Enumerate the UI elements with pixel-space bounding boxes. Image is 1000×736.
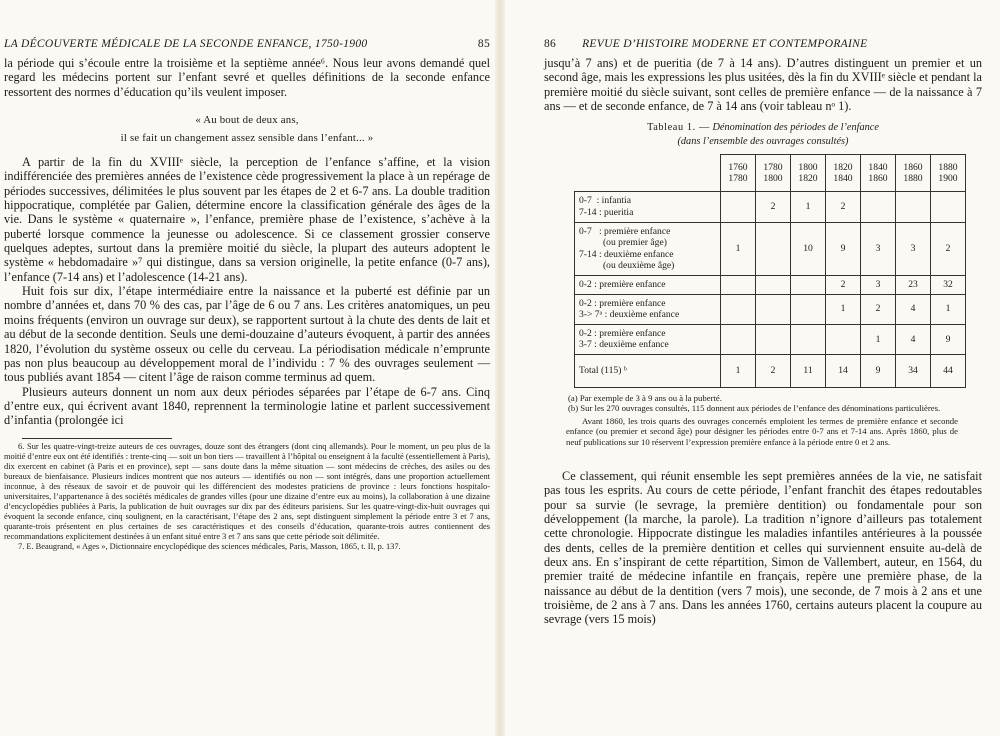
footnotes — [4, 438, 490, 553]
intro-paragraph: la période qui s’écoule entre la troisième et la septième année⁶. Nous leur avons demandé quel regard les médecins portent sur l’enfant sevré et quelles définitions de la seconde enfance ressortent des normes d’éducation qu’ils veulent imposer. — [4, 56, 490, 99]
table-caption — [544, 121, 982, 149]
table-cell: 1 — [721, 354, 756, 387]
table-cell: 1 — [931, 294, 966, 324]
table-cell: 44 — [931, 354, 966, 387]
table-cell: 3 — [896, 222, 931, 275]
footnote-rule — [22, 438, 172, 439]
table-row-label: Total (115) ᵇ — [575, 354, 721, 387]
table-caption-title: Dénomination des périodes de l’enfance — [712, 122, 879, 134]
table-cell: 23 — [896, 275, 931, 294]
bottom-paragraph: Ce classement, qui réunit ensemble les sept premières années de la vie, ne satisfait pas tous les esprits. Au cours de cette période, l’enfant franchit des étapes redoutables pour sa survie (le sevrage, la première dentition) ou fondamentale pour son développement (la marche, la parole). La tradition n’ignore d’ailleurs pas totalement cette chronologie. Hippocrate distingue les maladies infantiles antérieures à la poussée des dents, celles de la première dentition et celles qui surviennent ensuite au-delà de deux ans. En s’inspirant de cette répartition, Simon de Vallembert, auteur, en 1564, du premier traité de médecine infantile en français, repère une première phase, de la naissance au début de la dentition (vers 7 mois), une seconde, de 7 mois à 2 ans et une troisième, de 2 ans à 7 ans. Dans les années 1760, certains auteurs placent la coupure au sevrage (vers 15 mois) — [544, 468, 982, 627]
table-total-row — [575, 354, 966, 387]
table-note-a: (a) Par exemple de 3 à 9 ans ou à la puberté. — [568, 392, 722, 403]
right-running-title: REVUE D’HISTOIRE MODERNE ET CONTEMPORAINE — [582, 38, 868, 50]
table-cell: 2 — [826, 275, 861, 294]
table-cell — [721, 275, 756, 294]
table-column-header: 1860 1880 — [896, 155, 931, 192]
right-page-number: 86 — [544, 38, 557, 50]
table-cell: 10 — [791, 222, 826, 275]
table-row-label: 0-2 : première enfance 3-> 7ᵃ : deuxième enfance — [575, 294, 721, 324]
table-cell: 34 — [896, 354, 931, 387]
table-cell — [896, 192, 931, 222]
table-cell — [826, 324, 861, 354]
table-column-header: 1780 1800 — [756, 155, 791, 192]
footnote-6: 6. Sur les quatre-vingt-treize auteurs de ces ouvrages, douze sont des étrangers (dont cinq allemands). Pour le moment, un peu plus de la moitié d’entre eux ont été identifiés : trente-cinq — soit un bon tiers — travaillent à l’hôpital ou enseignent à la faculté (essentiellement à Paris), dix exercent en cabinet (à Paris et en province), sept — sans doute dans la même situation — sont médecins de crèches, des asiles ou des bureaux de bienfaisance. Plusieurs indices montrent que nos auteurs — identifiés ou non — sont intégrés, dans une proportion actuellement inconnue, à des réseaux de savoir et de pouvoir qui les différencient des modestes praticiens de province : leurs fonctions hospitalo-universitaires, l’appartenance à des sociétés médicales de grandes villes (pour une dizaine d’entre eux au moins), la collaboration à une dizaine d’encyclopédies publiées à Paris, la publication de huit ouvrages sur dix par des éditeurs parisiens. Sur les quatre-vingt-dix-huit ouvrages qui évoquent la seconde enfance, cinq soulignent, en la caractérisant, l’étape des 2 ans, sept distinguent simplement la période entre 3 et 7 ans, quarante-trois présentent en plus certaines de ses caractéristiques et des conseils d’éducation, quarante-trois autres contiennent des recommandations explicitement destinées à un enfant situé entre 3 et 7 ans sans que cette période soit délimitée. — [4, 441, 490, 541]
table-cell: 2 — [756, 192, 791, 222]
table-cell — [791, 275, 826, 294]
table-row — [575, 275, 966, 294]
footnote-7: 7. E. Beaugrand, « Ages », Dictionnaire encyclopédique des sciences médicales, Paris, Masson, 1865, t. II, p. 137. — [18, 542, 401, 552]
table-note-b: (b) Sur les 270 ouvrages consultés, 115 donnent aux périodes de l’enfance des dénominations particulières. — [568, 403, 941, 414]
table-row — [575, 294, 966, 324]
table-cell — [791, 324, 826, 354]
table-cell — [721, 294, 756, 324]
table-cell: 2 — [931, 222, 966, 275]
table-cell — [721, 192, 756, 222]
table-cell: 2 — [756, 354, 791, 387]
right-page — [500, 0, 1000, 736]
table-row — [575, 222, 966, 275]
table-row-label: 0-7 : première enfance (ou premier âge) 7-14 : deuxième enfance (ou deuxième âge) — [575, 222, 721, 275]
table-cell — [756, 222, 791, 275]
paragraph-1: A partir de la fin du XVIIIᵉ siècle, la perception de l’enfance s’affine, et la vision indifférenciée des premières années de l’existence cède progressivement la place à un repérage de périodes successives, délimitées le plus souvent par les étapes de 2 et 6-7 ans. La double tradition hippocratique, complétée par Galien, détermine encore la classification générale des âges de la vie. Dans le système « quaternaire », l’enfance, première phase de l’existence, s’achève à la puberté lorsque commence la jeunesse ou adolescence. Si ce classement grossier conserve quelques adeptes, surtout dans la première moitié du siècle, la plupart des auteurs adoptent le système « hebdomadaire »⁷ qui distingue, dans sa version originelle, la petite enfance (0-7 ans), l’enfance (7-14 ans) et l’adolescence (14-21 ans). — [4, 155, 490, 284]
table-row-label: 0-7 : infantia 7-14 : pueritia — [575, 192, 721, 222]
table-cell: 1 — [721, 222, 756, 275]
table-header-row — [575, 155, 966, 192]
table-column-header: 1760 1780 — [721, 155, 756, 192]
table-cell — [756, 275, 791, 294]
table-cell: 9 — [931, 324, 966, 354]
epigraph — [4, 111, 490, 147]
table-cell: 11 — [791, 354, 826, 387]
table-cell — [756, 294, 791, 324]
table-cell: 9 — [861, 354, 896, 387]
table-corner-cell — [575, 155, 721, 192]
table-cell — [791, 294, 826, 324]
epigraph-line-2: il se fait un changement assez sensible dans l’enfant... » — [120, 132, 374, 145]
table-cell: 3 — [861, 222, 896, 275]
table-notes — [566, 393, 958, 447]
paragraph-2: Huit fois sur dix, l’étape intermédiaire entre la naissance et la puberté est définie par un nombre d’années et, dans 70 % des cas, par l’âge de 6 ou 7 ans. Les critères anatomiques, un peu moins fréquents (environ un ouvrage sur deux), se rapportent surtout à la chute des dents de lait et au début de la seconde dentition. Seuls une demi-douzaine d’auteurs évoquent, à partir des années 1820, l’évolution du système osseux ou celle du cerveau. La périodisation médicale n’emprunte pas non plus beaucoup au développement moral de l’individu : 7 % des ouvrages seulement — tous publiés avant 1854 — citent l’âge de raison comme terminus ad quem. — [4, 284, 490, 385]
left-page-number: 85 — [477, 38, 490, 50]
table-cell: 32 — [931, 275, 966, 294]
paragraph-3: Plusieurs auteurs donnent un nom aux deux périodes séparées par l’étape de 6-7 ans. Cinq d’entre eux, qui écrivent avant 1840, reprennent la terminologie latine et parlent successivement d’infantia (prolongée ici — [4, 384, 490, 428]
table-cell: 4 — [896, 294, 931, 324]
table-cell: 2 — [861, 294, 896, 324]
table-cell: 14 — [826, 354, 861, 387]
table-row-label: 0-2 : première enfance 3-7 : deuxième enfance — [575, 324, 721, 354]
table-column-header: 1800 1820 — [791, 155, 826, 192]
top-paragraph: jusqu’à 7 ans) et de pueritia (de 7 à 14 ans). D’autres distinguent un premier et un second âge, mais les expressions les plus usitées, dès la fin du XVIIIᵉ siècle et pendant la première moitié du siècle suivant, sont celles de première enfance — de la naissance à 7 ans — et de seconde enfance, de 7 à 14 ans (voir tableau nᵒ 1). — [544, 56, 982, 114]
table-caption-label: Tableau 1. — — [647, 122, 710, 134]
table-cell — [931, 192, 966, 222]
table-row-label: 0-2 : première enfance — [575, 275, 721, 294]
periods-table — [574, 154, 966, 388]
table-row — [575, 192, 966, 222]
table-cell — [756, 324, 791, 354]
table-column-header: 1840 1860 — [861, 155, 896, 192]
table-cell: 1 — [791, 192, 826, 222]
table-cell — [721, 324, 756, 354]
right-running-header — [544, 38, 982, 50]
left-running-header — [4, 38, 490, 50]
table-note-after: Avant 1860, les trois quarts des ouvrages concernés emploient les termes de première enfance et seconde enfance (ou premier et second âge) pour désigner les périodes entre 0-7 ans et 7-14 ans. Après 1860, plus de neuf publications sur 10 réservent l’expression première enfance à la période entre 0 et 2 ans. — [566, 415, 958, 447]
table-cell: 1 — [861, 324, 896, 354]
table-cell: 2 — [826, 192, 861, 222]
table-column-header: 1880 1900 — [931, 155, 966, 192]
epigraph-line-1: « Au bout de deux ans, — [195, 114, 299, 127]
table-cell: 4 — [896, 324, 931, 354]
table-cell — [861, 192, 896, 222]
table-cell: 9 — [826, 222, 861, 275]
table-cell: 3 — [861, 275, 896, 294]
table-caption-subtitle: (dans l’ensemble des ouvrages consultés) — [677, 136, 849, 148]
table-column-header: 1820 1840 — [826, 155, 861, 192]
left-running-title: LA DÉCOUVERTE MÉDICALE DE LA SECONDE ENFANCE, 1750-1900 — [4, 38, 368, 50]
table-row — [575, 324, 966, 354]
table-cell: 1 — [826, 294, 861, 324]
